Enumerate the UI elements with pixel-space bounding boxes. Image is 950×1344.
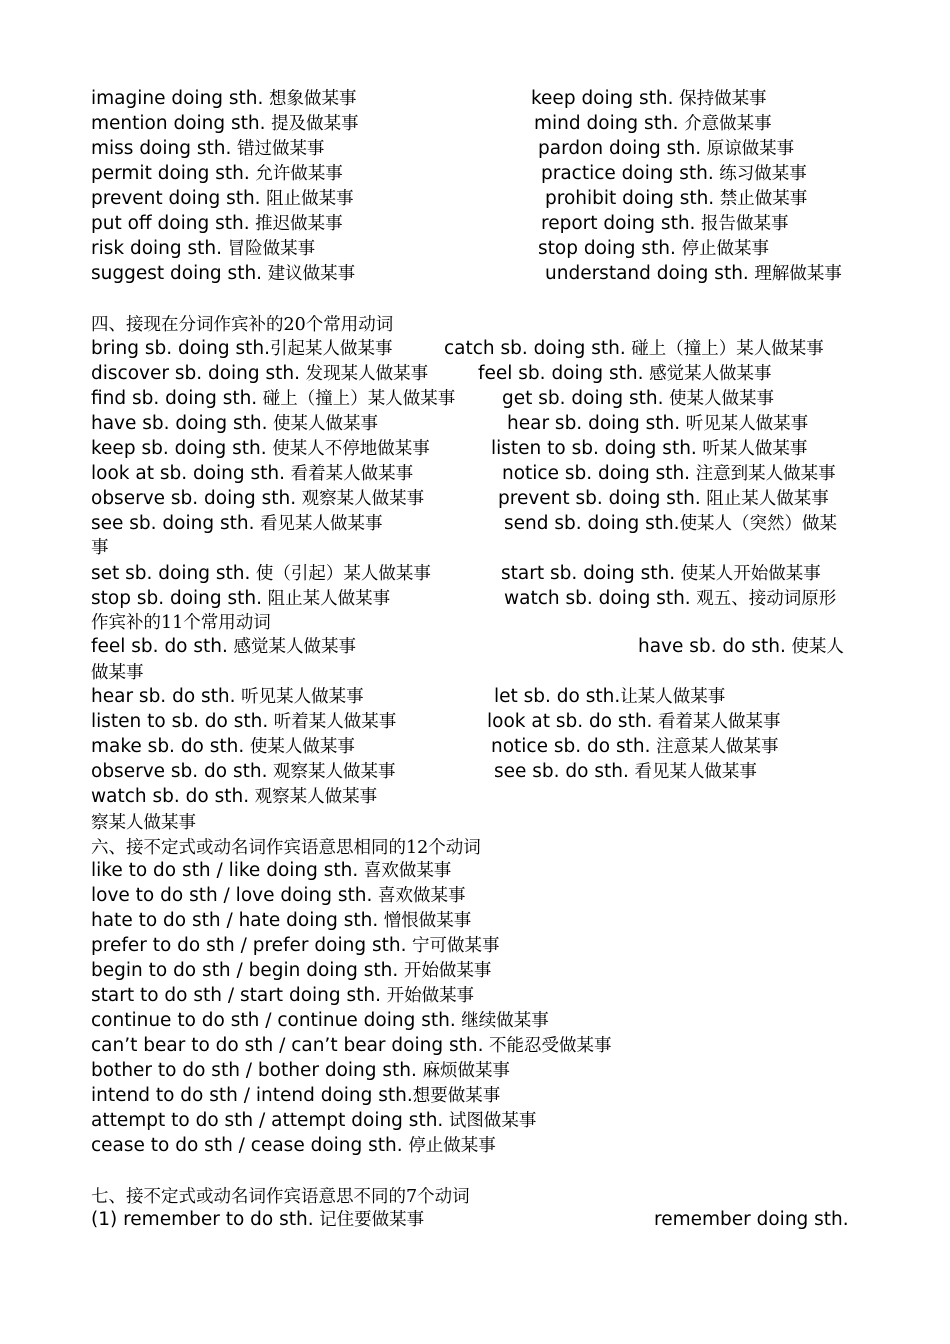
english-phrase: (1) remember to do sth. xyxy=(91,1209,314,1230)
english-phrase: hear sb. do sth. xyxy=(91,686,236,707)
entry-line xyxy=(91,236,315,262)
entry-line xyxy=(638,634,844,660)
chinese-meaning: 碰上（撞上）某人做某事 xyxy=(625,339,824,359)
chinese-meaning: 想象做某事 xyxy=(263,89,357,109)
entry-line xyxy=(91,1058,510,1084)
english-phrase: listen to sb. do sth. xyxy=(91,711,269,732)
chinese-meaning: 理解做某事 xyxy=(748,264,842,284)
chinese-meaning: 介意做某事 xyxy=(678,114,772,134)
english-phrase: have sb. do sth. xyxy=(638,636,786,657)
entry-line xyxy=(91,461,413,487)
entry-line xyxy=(545,186,807,212)
chinese-meaning: 引起某人做某事 xyxy=(270,339,393,359)
entry-line xyxy=(487,709,781,735)
entry-line xyxy=(91,1008,549,1034)
chinese-meaning: 听见某人做某事 xyxy=(235,687,364,707)
entry-line xyxy=(91,1133,496,1159)
english-phrase: bring sb. doing sth. xyxy=(91,338,271,359)
entry-line xyxy=(531,86,767,112)
english-phrase: stop sb. doing sth. xyxy=(91,588,263,609)
entry-line xyxy=(91,1033,612,1059)
section-heading: 六、接不定式或动名词作宾语意思相同的12个动词 xyxy=(91,838,481,858)
english-phrase: observe sb. do sth. xyxy=(91,761,268,782)
english-phrase: can’t bear to do sth / can’t bear doing sth. xyxy=(91,1035,484,1056)
entry-line xyxy=(91,161,343,187)
chinese-meaning: 继续做某事 xyxy=(455,1011,549,1031)
entry-line xyxy=(541,161,807,187)
english-phrase: find sb. doing sth. xyxy=(91,388,258,409)
english-phrase: keep sb. doing sth. xyxy=(91,438,267,459)
chinese-meaning: 推迟做某事 xyxy=(249,214,343,234)
english-phrase: continue to do sth / continue doing sth. xyxy=(91,1010,456,1031)
entry-line xyxy=(91,561,431,587)
english-phrase: cease to do sth / cease doing sth. xyxy=(91,1135,403,1156)
chinese-meaning: 听见某人做某事 xyxy=(680,414,809,434)
entry-line xyxy=(654,1207,849,1233)
wrapped-text: 事 xyxy=(91,538,109,558)
chinese-meaning: 注意某人做某事 xyxy=(650,737,779,757)
chinese-meaning: 听着某人做某事 xyxy=(268,712,397,732)
english-phrase: love to do sth / love doing sth. xyxy=(91,885,373,906)
english-phrase: make sb. do sth. xyxy=(91,736,245,757)
entry-line xyxy=(91,136,324,162)
english-phrase: prohibit doing sth. xyxy=(545,188,715,209)
chinese-meaning: 错过做某事 xyxy=(231,139,325,159)
entry-line xyxy=(91,883,465,909)
entry-line xyxy=(504,511,837,537)
section-heading: 作宾补的11个常用动词 xyxy=(91,613,271,633)
chinese-meaning: 使某人做某事 xyxy=(663,389,775,409)
english-phrase: prevent doing sth. xyxy=(91,188,261,209)
chinese-meaning: 试图做某事 xyxy=(443,1111,537,1131)
entry-line xyxy=(91,784,377,810)
entry-line xyxy=(91,436,430,462)
chinese-meaning: 宁可做某事 xyxy=(406,936,500,956)
entry-line xyxy=(91,1108,536,1134)
entry-line xyxy=(91,958,491,984)
english-phrase: understand doing sth. xyxy=(545,263,749,284)
chinese-meaning: 喜欢做某事 xyxy=(358,861,452,881)
chinese-meaning: 喜欢做某事 xyxy=(372,886,466,906)
entry-line xyxy=(91,411,378,437)
section-heading: 七、接不定式或动名词作宾语意思不同的7个动词 xyxy=(91,1187,470,1207)
entry-line xyxy=(91,759,396,785)
chinese-meaning: 使某人开始做某事 xyxy=(675,564,821,584)
english-phrase: let sb. do sth. xyxy=(494,686,621,707)
english-phrase: prevent sb. doing sth. xyxy=(498,488,701,509)
chinese-meaning: 想要做某事 xyxy=(412,1086,501,1106)
chinese-meaning: 使某人做某事 xyxy=(267,414,379,434)
entry-line xyxy=(498,486,829,512)
english-phrase: set sb. doing sth. xyxy=(91,563,251,584)
chinese-meaning: 使（引起）某人做某事 xyxy=(250,564,431,584)
entry-line xyxy=(91,1207,424,1233)
entry-line xyxy=(494,684,725,710)
entry-line xyxy=(507,411,808,437)
english-phrase: report doing sth. xyxy=(541,213,696,234)
chinese-meaning: 观五、接动词原形 xyxy=(690,589,837,609)
chinese-meaning: 观察某人做某事 xyxy=(296,489,425,509)
english-phrase: miss doing sth. xyxy=(91,138,232,159)
section-heading: 四、接现在分词作宾补的20个常用动词 xyxy=(91,315,394,335)
entry-line xyxy=(91,586,390,612)
english-phrase: suggest doing sth. xyxy=(91,263,263,284)
entry-line xyxy=(91,858,451,884)
entry-line xyxy=(91,634,356,660)
english-phrase: catch sb. doing sth. xyxy=(444,338,626,359)
wrapped-text: 做某事 xyxy=(91,663,144,683)
english-phrase: notice sb. do sth. xyxy=(491,736,651,757)
english-phrase: imagine doing sth. xyxy=(91,88,264,109)
english-phrase: start to do sth / start doing sth. xyxy=(91,985,381,1006)
entry-line xyxy=(91,336,393,362)
entry-line xyxy=(491,436,807,462)
chinese-meaning: 阻止某人做某事 xyxy=(700,489,829,509)
chinese-meaning: 报告做某事 xyxy=(695,214,789,234)
english-phrase: attempt to do sth / attempt doing sth. xyxy=(91,1110,444,1131)
english-phrase: feel sb. do sth. xyxy=(91,636,228,657)
english-phrase: feel sb. doing sth. xyxy=(478,363,644,384)
chinese-meaning: 观察某人做某事 xyxy=(249,787,378,807)
english-phrase: look at sb. doing sth. xyxy=(91,463,286,484)
english-phrase: watch sb. doing sth. xyxy=(504,588,691,609)
entry-line xyxy=(534,111,772,137)
english-phrase: look at sb. do sth. xyxy=(487,711,653,732)
english-phrase: mind doing sth. xyxy=(534,113,679,134)
chinese-meaning: 使某人不停地做某事 xyxy=(266,439,430,459)
chinese-meaning: 发现某人做某事 xyxy=(300,364,429,384)
entry-line xyxy=(91,261,355,287)
chinese-meaning: 允许做某事 xyxy=(249,164,343,184)
entry-line xyxy=(91,361,428,387)
entry-line xyxy=(538,236,769,262)
entry-line xyxy=(91,211,343,237)
entry-line xyxy=(91,709,396,735)
chinese-meaning: 记住要做某事 xyxy=(313,1210,425,1230)
entry-line xyxy=(494,759,757,785)
chinese-meaning: 停止做某事 xyxy=(675,239,769,259)
chinese-meaning: 使某人 xyxy=(785,637,844,657)
english-phrase: pardon doing sth. xyxy=(538,138,702,159)
english-phrase: risk doing sth. xyxy=(91,238,223,259)
chinese-meaning: 原谅做某事 xyxy=(701,139,795,159)
english-phrase: practice doing sth. xyxy=(541,163,714,184)
chinese-meaning: 开始做某事 xyxy=(381,986,475,1006)
entry-line xyxy=(538,136,794,162)
chinese-meaning: 感觉某人做某事 xyxy=(227,637,356,657)
english-phrase: begin to do sth / begin doing sth. xyxy=(91,960,399,981)
chinese-meaning: 阻止某人做某事 xyxy=(262,589,391,609)
entry-line xyxy=(91,386,455,412)
english-phrase: notice sb. doing sth. xyxy=(502,463,691,484)
chinese-meaning: 练习做某事 xyxy=(713,164,807,184)
chinese-meaning: 不能忍受做某事 xyxy=(483,1036,612,1056)
entry-line xyxy=(541,211,789,237)
entry-line xyxy=(91,486,424,512)
chinese-meaning: 阻止做某事 xyxy=(260,189,354,209)
entry-line xyxy=(502,386,774,412)
chinese-meaning: 开始做某事 xyxy=(398,961,492,981)
chinese-meaning: 憎恨做某事 xyxy=(378,911,472,931)
chinese-meaning: 让某人做某事 xyxy=(620,687,726,707)
english-phrase: keep doing sth. xyxy=(531,88,674,109)
entry-line xyxy=(91,734,355,760)
entry-line xyxy=(91,86,356,112)
chinese-meaning: 看着某人做某事 xyxy=(285,464,414,484)
entry-line xyxy=(91,933,500,959)
chinese-meaning: 使某人做某事 xyxy=(244,737,355,757)
entry-line xyxy=(504,586,836,612)
english-phrase: have sb. doing sth. xyxy=(91,413,268,434)
english-phrase: hate to do sth / hate doing sth. xyxy=(91,910,379,931)
entry-line xyxy=(478,361,772,387)
english-phrase: start sb. doing sth. xyxy=(501,563,676,584)
chinese-meaning: 麻烦做某事 xyxy=(416,1061,510,1081)
english-phrase: hear sb. doing sth. xyxy=(507,413,681,434)
english-phrase: see sb. doing sth. xyxy=(91,513,255,534)
english-phrase: stop doing sth. xyxy=(538,238,676,259)
chinese-meaning: 看见某人做某事 xyxy=(628,762,757,782)
entry-line xyxy=(91,983,474,1009)
english-phrase: bother to do sth / bother doing sth. xyxy=(91,1060,417,1081)
english-phrase: put off doing sth. xyxy=(91,213,250,234)
english-phrase: remember doing sth. xyxy=(654,1209,849,1230)
chinese-meaning: 建议做某事 xyxy=(262,264,356,284)
english-phrase: watch sb. do sth. xyxy=(91,786,250,807)
chinese-meaning: 使某人（突然）做某 xyxy=(679,514,838,534)
wrapped-text: 察某人做某事 xyxy=(91,813,196,833)
chinese-meaning: 听某人做某事 xyxy=(696,439,808,459)
english-phrase: see sb. do sth. xyxy=(494,761,629,782)
chinese-meaning: 保持做某事 xyxy=(673,89,767,109)
english-phrase: mention doing sth. xyxy=(91,113,266,134)
chinese-meaning: 注意到某人做某事 xyxy=(690,464,836,484)
entry-line xyxy=(444,336,824,362)
chinese-meaning: 看见某人做某事 xyxy=(254,514,383,534)
english-phrase: like to do sth / like doing sth. xyxy=(91,860,359,881)
chinese-meaning: 禁止做某事 xyxy=(714,189,808,209)
english-phrase: permit doing sth. xyxy=(91,163,250,184)
chinese-meaning: 碰上（撞上）某人做某事 xyxy=(257,389,456,409)
chinese-meaning: 看着某人做某事 xyxy=(652,712,781,732)
entry-line xyxy=(545,261,842,287)
chinese-meaning: 冒险做某事 xyxy=(222,239,316,259)
entry-line xyxy=(91,186,354,212)
english-phrase: listen to sb. doing sth. xyxy=(491,438,697,459)
entry-line xyxy=(491,734,779,760)
english-phrase: observe sb. doing sth. xyxy=(91,488,297,509)
english-phrase: intend to do sth / intend doing sth. xyxy=(91,1085,413,1106)
english-phrase: discover sb. doing sth. xyxy=(91,363,301,384)
english-phrase: send sb. doing sth. xyxy=(504,513,680,534)
chinese-meaning: 观察某人做某事 xyxy=(267,762,396,782)
entry-line xyxy=(91,1083,500,1109)
entry-line xyxy=(91,511,383,537)
entry-line xyxy=(502,461,836,487)
entry-line xyxy=(91,908,471,934)
english-phrase: prefer to do sth / prefer doing sth. xyxy=(91,935,407,956)
chinese-meaning: 提及做某事 xyxy=(265,114,359,134)
chinese-meaning: 停止做某事 xyxy=(402,1136,496,1156)
entry-line xyxy=(501,561,821,587)
english-phrase: get sb. doing sth. xyxy=(502,388,664,409)
chinese-meaning: 感觉某人做某事 xyxy=(643,364,772,384)
entry-line xyxy=(91,111,359,137)
entry-line xyxy=(91,684,364,710)
